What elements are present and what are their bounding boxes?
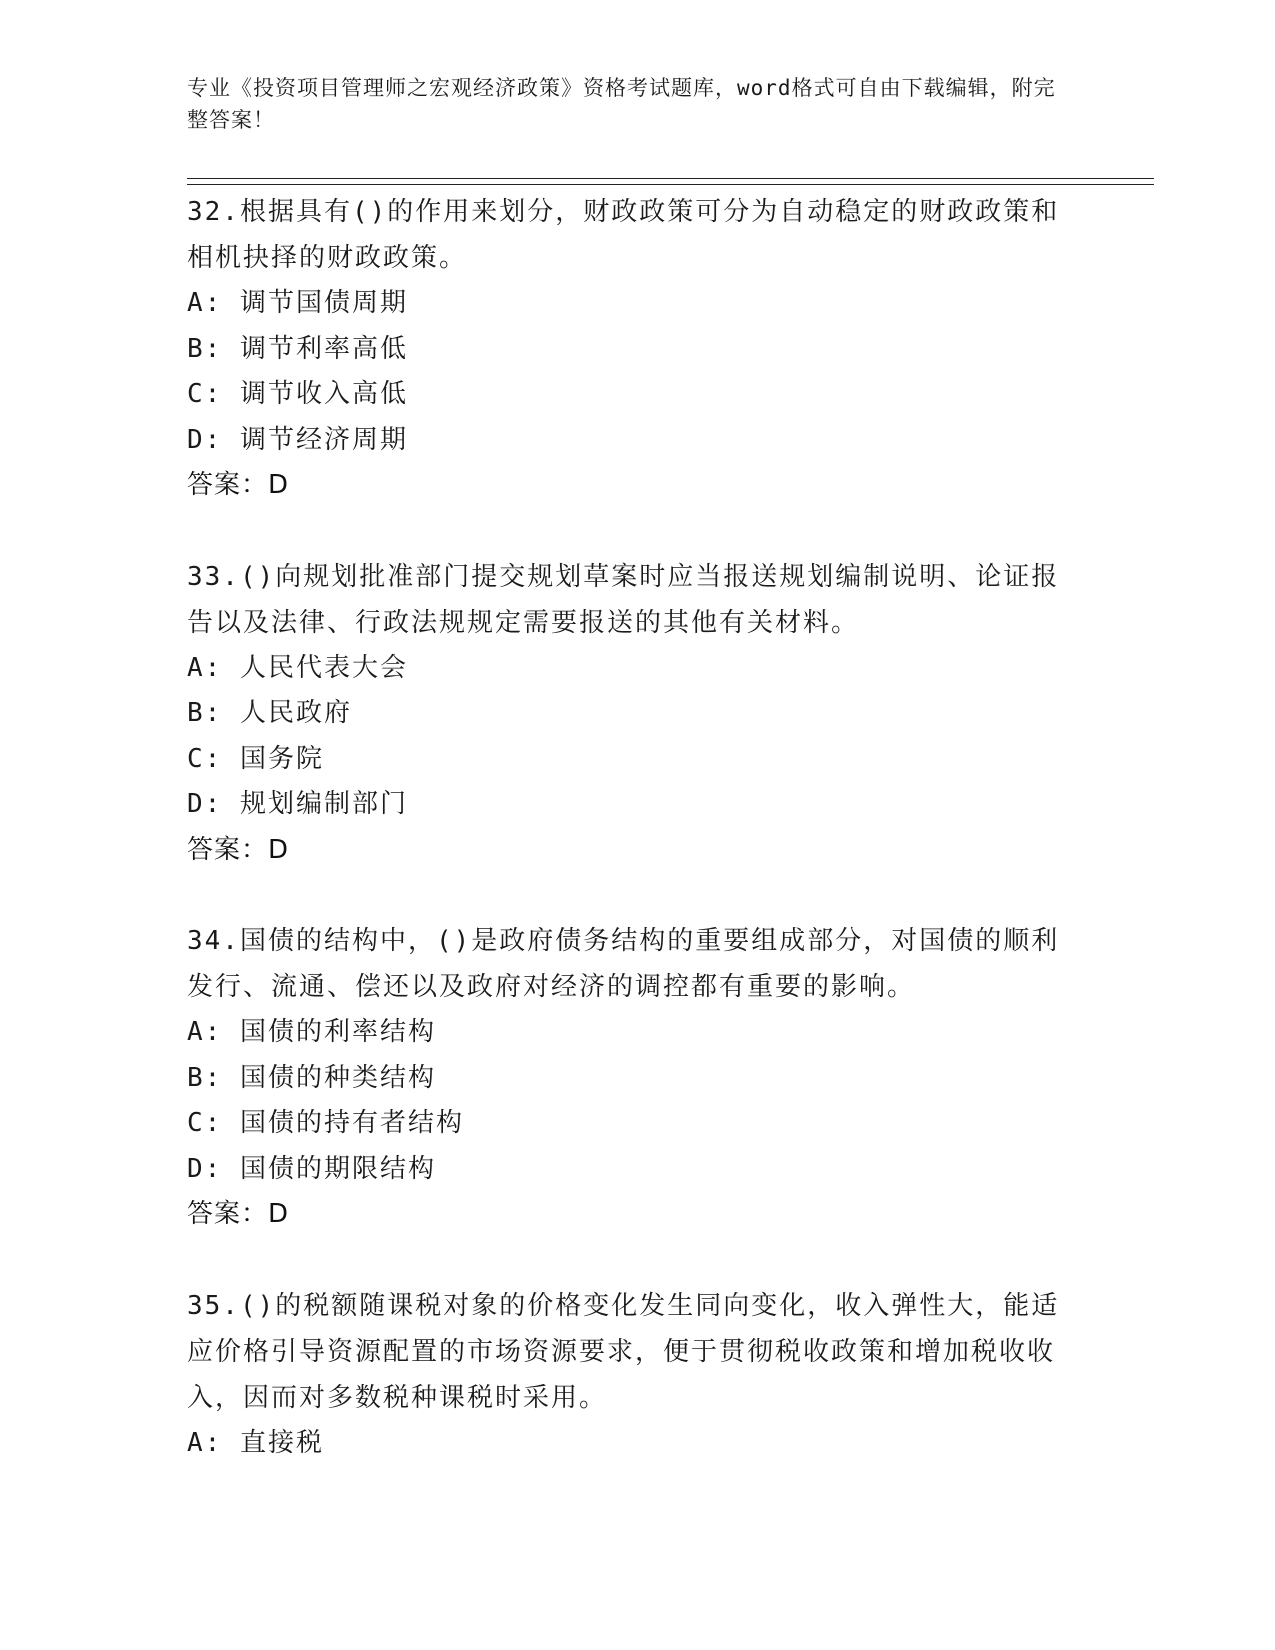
option-d: D: 规划编制部门 (187, 789, 408, 819)
option-c: C: 国务院 (187, 743, 324, 774)
question-text: 32.根据具有()的作用来划分，财政政策可分为自动稳定的财政政策和相机抉择的财政政策。 (187, 197, 1060, 273)
question-33 (187, 552, 1067, 874)
answer-line: 答案：D (187, 834, 290, 865)
option-b: B: 国债的种类结构 (187, 1062, 436, 1093)
header-rule-bottom (187, 184, 1154, 185)
question-34 (187, 916, 1067, 1238)
option-b: B: 调节利率高低 (187, 333, 408, 364)
question-text: 33.()向规划批准部门提交规划草案时应当报送规划编制说明、论证报告以及法律、行政法规规定需要报送的其他有关材料。 (187, 561, 1060, 638)
option-c: C: 国债的持有者结构 (187, 1108, 464, 1138)
option-d: D: 国债的期限结构 (187, 1153, 436, 1184)
question-text: 35.()的税额随课税对象的价格变化发生同向变化，收入弹性大，能适应价格引导资源配置的市场资源要求，便于贯彻税收政策和增加税收收入，因而对多数税种课税时采用。 (187, 1290, 1060, 1413)
option-d: D: 调节经济周期 (187, 424, 408, 455)
document-header: 专业《投资项目管理师之宏观经济政策》资格考试题库，word格式可自由下载编辑，附完整答案！ (187, 76, 1056, 132)
answer-line: 答案：D (187, 470, 290, 500)
answer-line: 答案：D (187, 1199, 290, 1229)
question-32 (187, 187, 1067, 509)
question-list (187, 187, 1067, 1509)
option-a: A: 直接税 (187, 1427, 324, 1458)
header-rule-top (187, 178, 1154, 179)
question-text: 34.国债的结构中，()是政府债务结构的重要组成部分，对国债的顺利发行、流通、偿还以及政府对经济的调控都有重要的影响。 (187, 926, 1060, 1002)
option-a: A: 调节国债周期 (187, 288, 408, 318)
option-b: B: 人民政府 (187, 698, 352, 728)
question-35 (187, 1281, 1067, 1467)
option-a: A: 国债的利率结构 (187, 1017, 436, 1047)
option-a: A: 人民代表大会 (187, 652, 408, 683)
option-c: C: 调节收入高低 (187, 379, 408, 409)
